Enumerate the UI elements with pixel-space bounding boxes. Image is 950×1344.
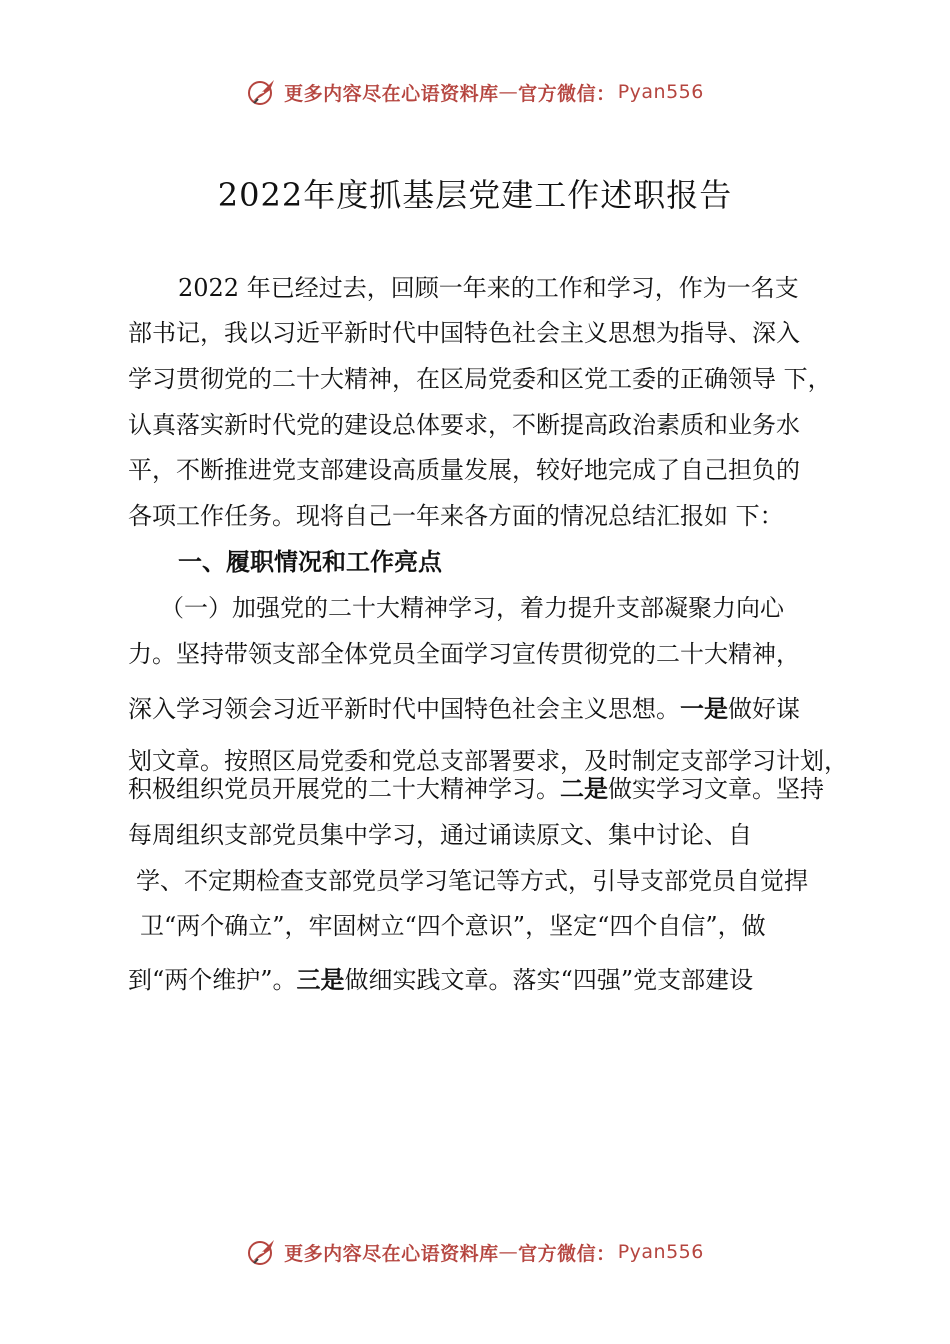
body-line: 划文章。按照区局党委和党总支部署要求，及时制定支部学习计划， (128, 747, 848, 775)
body-text: 做细实践文章。落实“四强”党支部建设 (344, 966, 754, 994)
section-heading: 一、履职情况和工作亮点 (178, 548, 442, 576)
body-line: 认真落实新时代党的建设总体要求，不断提高政治素质和业务水 (128, 411, 800, 439)
body-line: 学习贯彻党的二十大精神，在区局党委和区党工委的正确领导 下， (128, 365, 832, 393)
body-line: （一）加强党的二十大精神学习，着力提升支部凝聚力向心 (160, 594, 784, 622)
watermark-header (0, 72, 950, 112)
body-line (128, 694, 800, 724)
watermark-text: 更多内容尽在心语资料库 (284, 1242, 499, 1265)
watermark-label: 官方微信： (518, 82, 616, 105)
body-line (128, 774, 824, 804)
body-line: 每周组织支部党员集中学习，通过诵读原文、集中讨论、自 (128, 821, 752, 849)
quill-logo-icon (246, 76, 278, 108)
body-text: 深入学习领会习近平新时代中国特色社会主义思想。 (128, 695, 680, 723)
watermark-label: 官方微信： (518, 1242, 616, 1265)
body-line: 各项工作任务。现将自己一年来各方面的情况总结汇报如 下： (128, 502, 784, 530)
quill-logo-icon (246, 1236, 278, 1268)
watermark-id: Pyan556 (617, 1241, 704, 1263)
emphasis-text: 二是 (560, 775, 608, 803)
body-line: 平，不断推进党支部建设高质量发展，较好地完成了自己担负的 (128, 456, 800, 484)
body-line: 部书记，我以习近平新时代中国特色社会主义思想为指导、深入 (128, 319, 800, 347)
watermark-separator: — (498, 1241, 519, 1263)
emphasis-text: 三是 (296, 966, 345, 994)
body-text: 做实学习文章。坚持 (608, 775, 824, 803)
watermark-footer (0, 1232, 950, 1272)
document-title: 2022年度抓基层党建工作述职报告 (217, 176, 733, 214)
watermark-separator: — (498, 81, 519, 103)
body-text: 做好谋 (728, 695, 800, 723)
body-line: 力。坚持带领支部全体党员全面学习宣传贯彻党的二十大精神， (128, 640, 800, 668)
body-line: 学、不定期检查支部党员学习笔记等方式，引导支部党员自觉捍 (136, 867, 808, 895)
body-text: 到“两个维护”。 (128, 966, 297, 994)
body-text: 积极组织党员开展党的二十大精神学习。 (128, 775, 560, 803)
body-line: 2022 年已经过去，回顾一年来的工作和学习，作为一名支 (178, 274, 799, 302)
watermark-id: Pyan556 (617, 81, 704, 103)
body-line (128, 965, 753, 995)
emphasis-text: 一是 (680, 695, 728, 723)
watermark-text: 更多内容尽在心语资料库 (284, 82, 499, 105)
body-line: 卫“两个确立”，牢固树立“四个意识”，坚定“四个自信”，做 (140, 912, 766, 940)
